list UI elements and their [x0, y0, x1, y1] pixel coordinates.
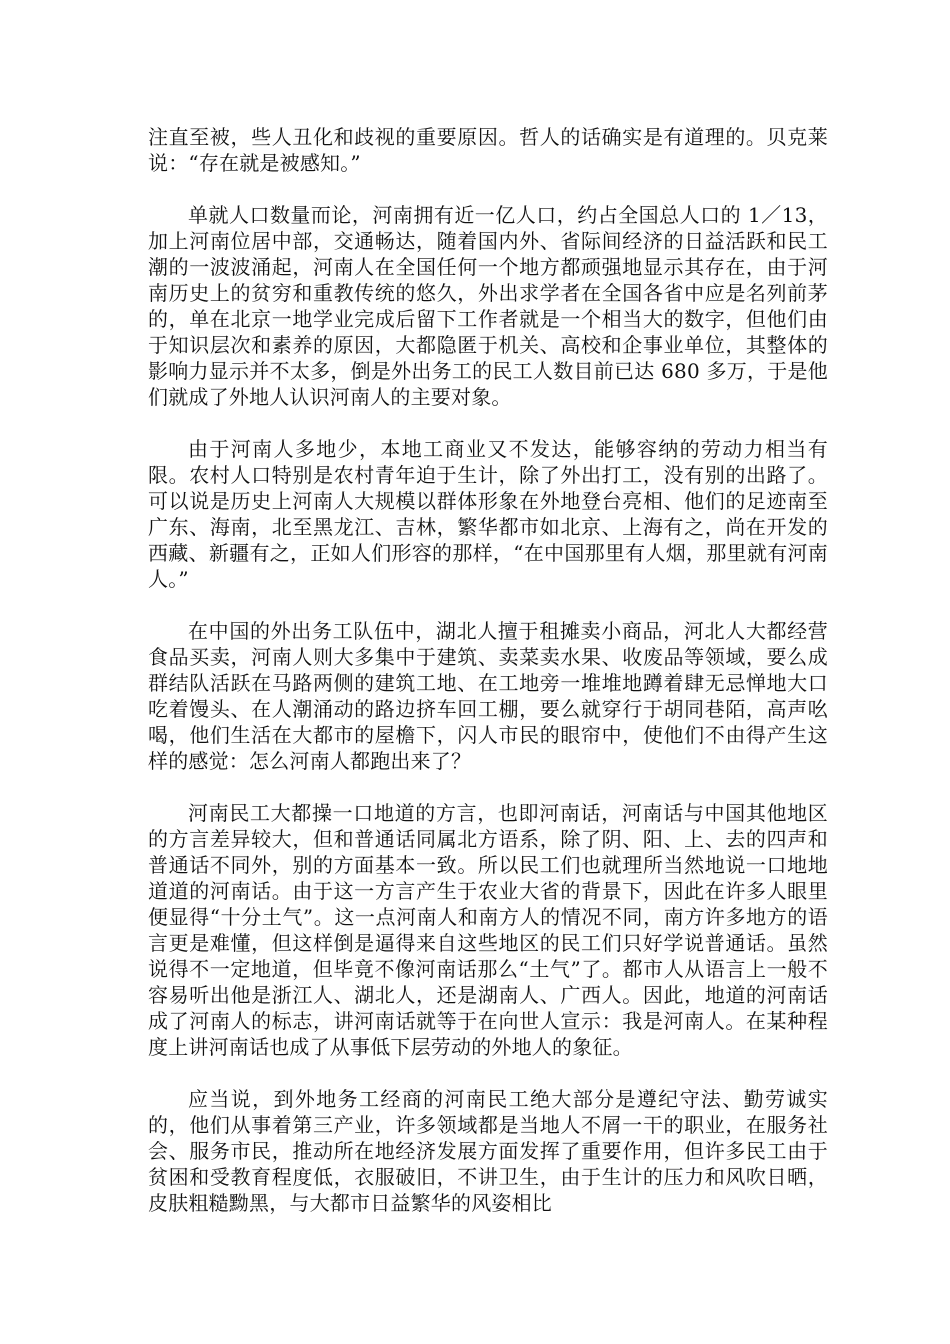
- paragraph-4: 在中国的外出务工队伍中，湖北人擅于租摊卖小商品，河北人大都经营食品买卖，河南人则大多集中于建筑、卖菜卖水果、收废品等领域，要么成群结队活跃在马路两侧的建筑工地、在工地旁一堆堆地蹲着肆无忌惮地大口吃着馒头、在人潮涌动的路边挤车回工棚，要么就穿行于胡同巷陌，高声吆喝，他们生活在大都市的屋檐下，闪人市民的眼帘中，使他们不由得产生这样的感觉：怎么河南人都跑出来了？: [148, 619, 828, 773]
- paragraph-2: 单就人口数量而论，河南拥有近一亿人口，约占全国总人口的 1／13，加上河南位居中部，交通畅达，随着国内外、省际间经济的日益活跃和民工潮的一波波涌起，河南人在全国任何一个地方都顽强地显示其存在，由于河南历史上的贫穷和重教传统的悠久，外出求学者在全国各省中应是名列前茅的，单在北京一地学业完成后留下工作者就是一个相当大的数字，但他们由于知识层次和素养的原因，大都隐匿于机关、高校和企事业单位，其整体的影响力显示并不太多，倒是外出务工的民工人数目前已达 680 多万，于是他们就成了外地人认识河南人的主要对象。: [148, 203, 828, 409]
- paragraph-3: 由于河南人多地少，本地工商业又不发达，能够容纳的劳动力相当有限。农村人口特别是农村青年迫于生计，除了外出打工，没有别的出路了。可以说是历史上河南人大规模以群体形象在外地登台亮相、他们的足迹南至广东、海南，北至黑龙江、吉林，繁华都市如北京、上海有之，尚在开发的西藏、新疆有之，正如人们形容的那样，“在中国那里有人烟，那里就有河南人。”: [148, 437, 828, 591]
- paragraph-6: 应当说，到外地务工经商的河南民工绝大部分是遵纪守法、勤劳诚实的，他们从事着第三产业，许多领域都是当地人不屑一干的职业，在服务社会、服务市民，推动所在地经济发展方面发挥了重要作用，但许多民工由于贫困和受教育程度低，衣服破旧，不讲卫生，由于生计的压力和风吹日晒，皮肤粗糙黝黑，与大都市日益繁华的风姿相比: [148, 1087, 828, 1215]
- paragraph-1: 注直至被，些人丑化和歧视的重要原因。哲人的话确实是有道理的。贝克莱说：“存在就是被感知。”: [148, 125, 828, 175]
- paragraph-5: 河南民工大都操一口地道的方言，也即河南话，河南话与中国其他地区的方言差异较大，但和普通话同属北方语系，除了阴、阳、上、去的四声和普通话不同外，别的方面基本一致。所以民工们也就理所当然地说一口地地道道的河南话。由于这一方言产生于农业大省的背景下，因此在许多人眼里便显得“十分土气”。这一点河南人和南方人的情况不同，南方许多地方的语言更是难懂，但这样倒是逼得来自这些地区的民工们只好学说普通话。虽然说得不一定地道，但毕竟不像河南话那么“土气”了。都市人从语言上一般不容易听出他是浙江人、湖北人，还是湖南人、广西人。因此，地道的河南话成了河南人的标志，讲河南话就等于在向世人宣示：我是河南人。在某种程度上讲河南话也成了从事低下层劳动的外地人的象征。: [148, 801, 828, 1059]
- article-body: [148, 124, 828, 1216]
